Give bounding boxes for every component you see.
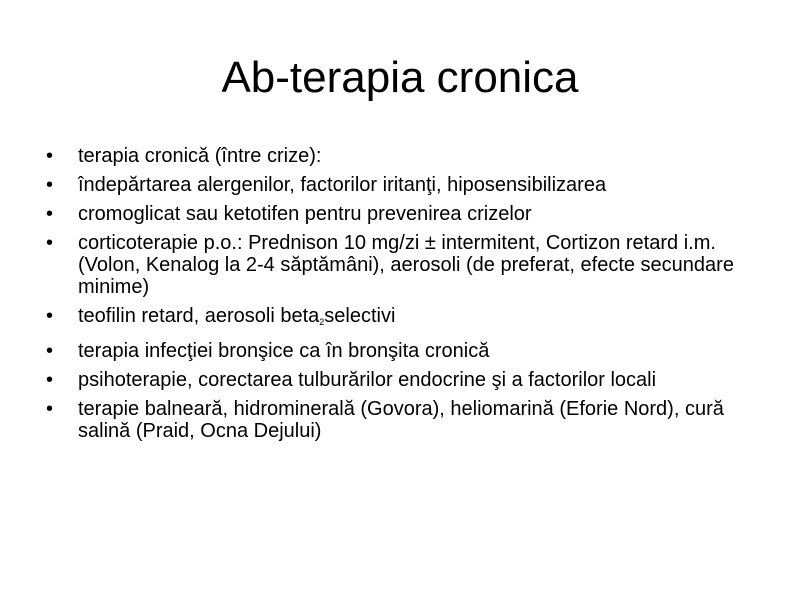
bullet-dot-icon: • bbox=[46, 305, 54, 327]
bullet-text: corticoterapie p.o.: Prednison 10 mg/zi ± intermitent, Cortizon retard i.m. (Volon, Kenalog la 2-4 săptămâni), aerosoli (de preferat, efecte secundare minime) bbox=[78, 232, 734, 298]
bullet-text-part: teofilin retard, aerosoli beta bbox=[78, 305, 320, 327]
bullet-dot-icon: • bbox=[46, 369, 54, 391]
slide-title: Ab-terapia cronica bbox=[221, 53, 579, 102]
bullet-list bbox=[46, 145, 766, 449]
bullet-item bbox=[46, 305, 766, 333]
subscript-number: 2 bbox=[319, 317, 325, 327]
bullet-text: îndepărtarea alergenilor, factorilor iritanţi, hiposensibilizarea bbox=[78, 174, 607, 196]
bullet-item bbox=[46, 369, 766, 391]
bullet-item bbox=[46, 174, 766, 196]
bullet-dot-icon: • bbox=[46, 340, 54, 362]
bullet-text: terapie balneară, hidrominerală (Govora), heliomarină (Eforie Nord), cură salină (Praid, Ocna Dejului) bbox=[78, 398, 724, 442]
bullet-item bbox=[46, 203, 766, 225]
bullet-text: cromoglicat sau ketotifen pentru prevenirea crizelor bbox=[78, 203, 532, 225]
bullet-text: terapia infecţiei bronşice ca în bronşita cronică bbox=[78, 340, 490, 362]
bullet-text: terapia cronică (între crize): bbox=[78, 145, 322, 167]
bullet-dot-icon: • bbox=[46, 398, 54, 420]
bullet-item bbox=[46, 145, 766, 167]
bullet-item bbox=[46, 398, 766, 442]
bullet-dot-icon: • bbox=[46, 232, 54, 254]
bullet-item bbox=[46, 232, 766, 298]
bullet-dot-icon: • bbox=[46, 145, 54, 167]
bullet-text-part: selectivi bbox=[324, 305, 396, 327]
bullet-item bbox=[46, 340, 766, 362]
bullet-text-teofilin bbox=[78, 305, 395, 327]
bullet-text: psihoterapie, corectarea tulburărilor endocrine şi a factorilor locali bbox=[78, 369, 657, 391]
bullet-dot-icon: • bbox=[46, 174, 54, 196]
bullet-dot-icon: • bbox=[46, 203, 54, 225]
